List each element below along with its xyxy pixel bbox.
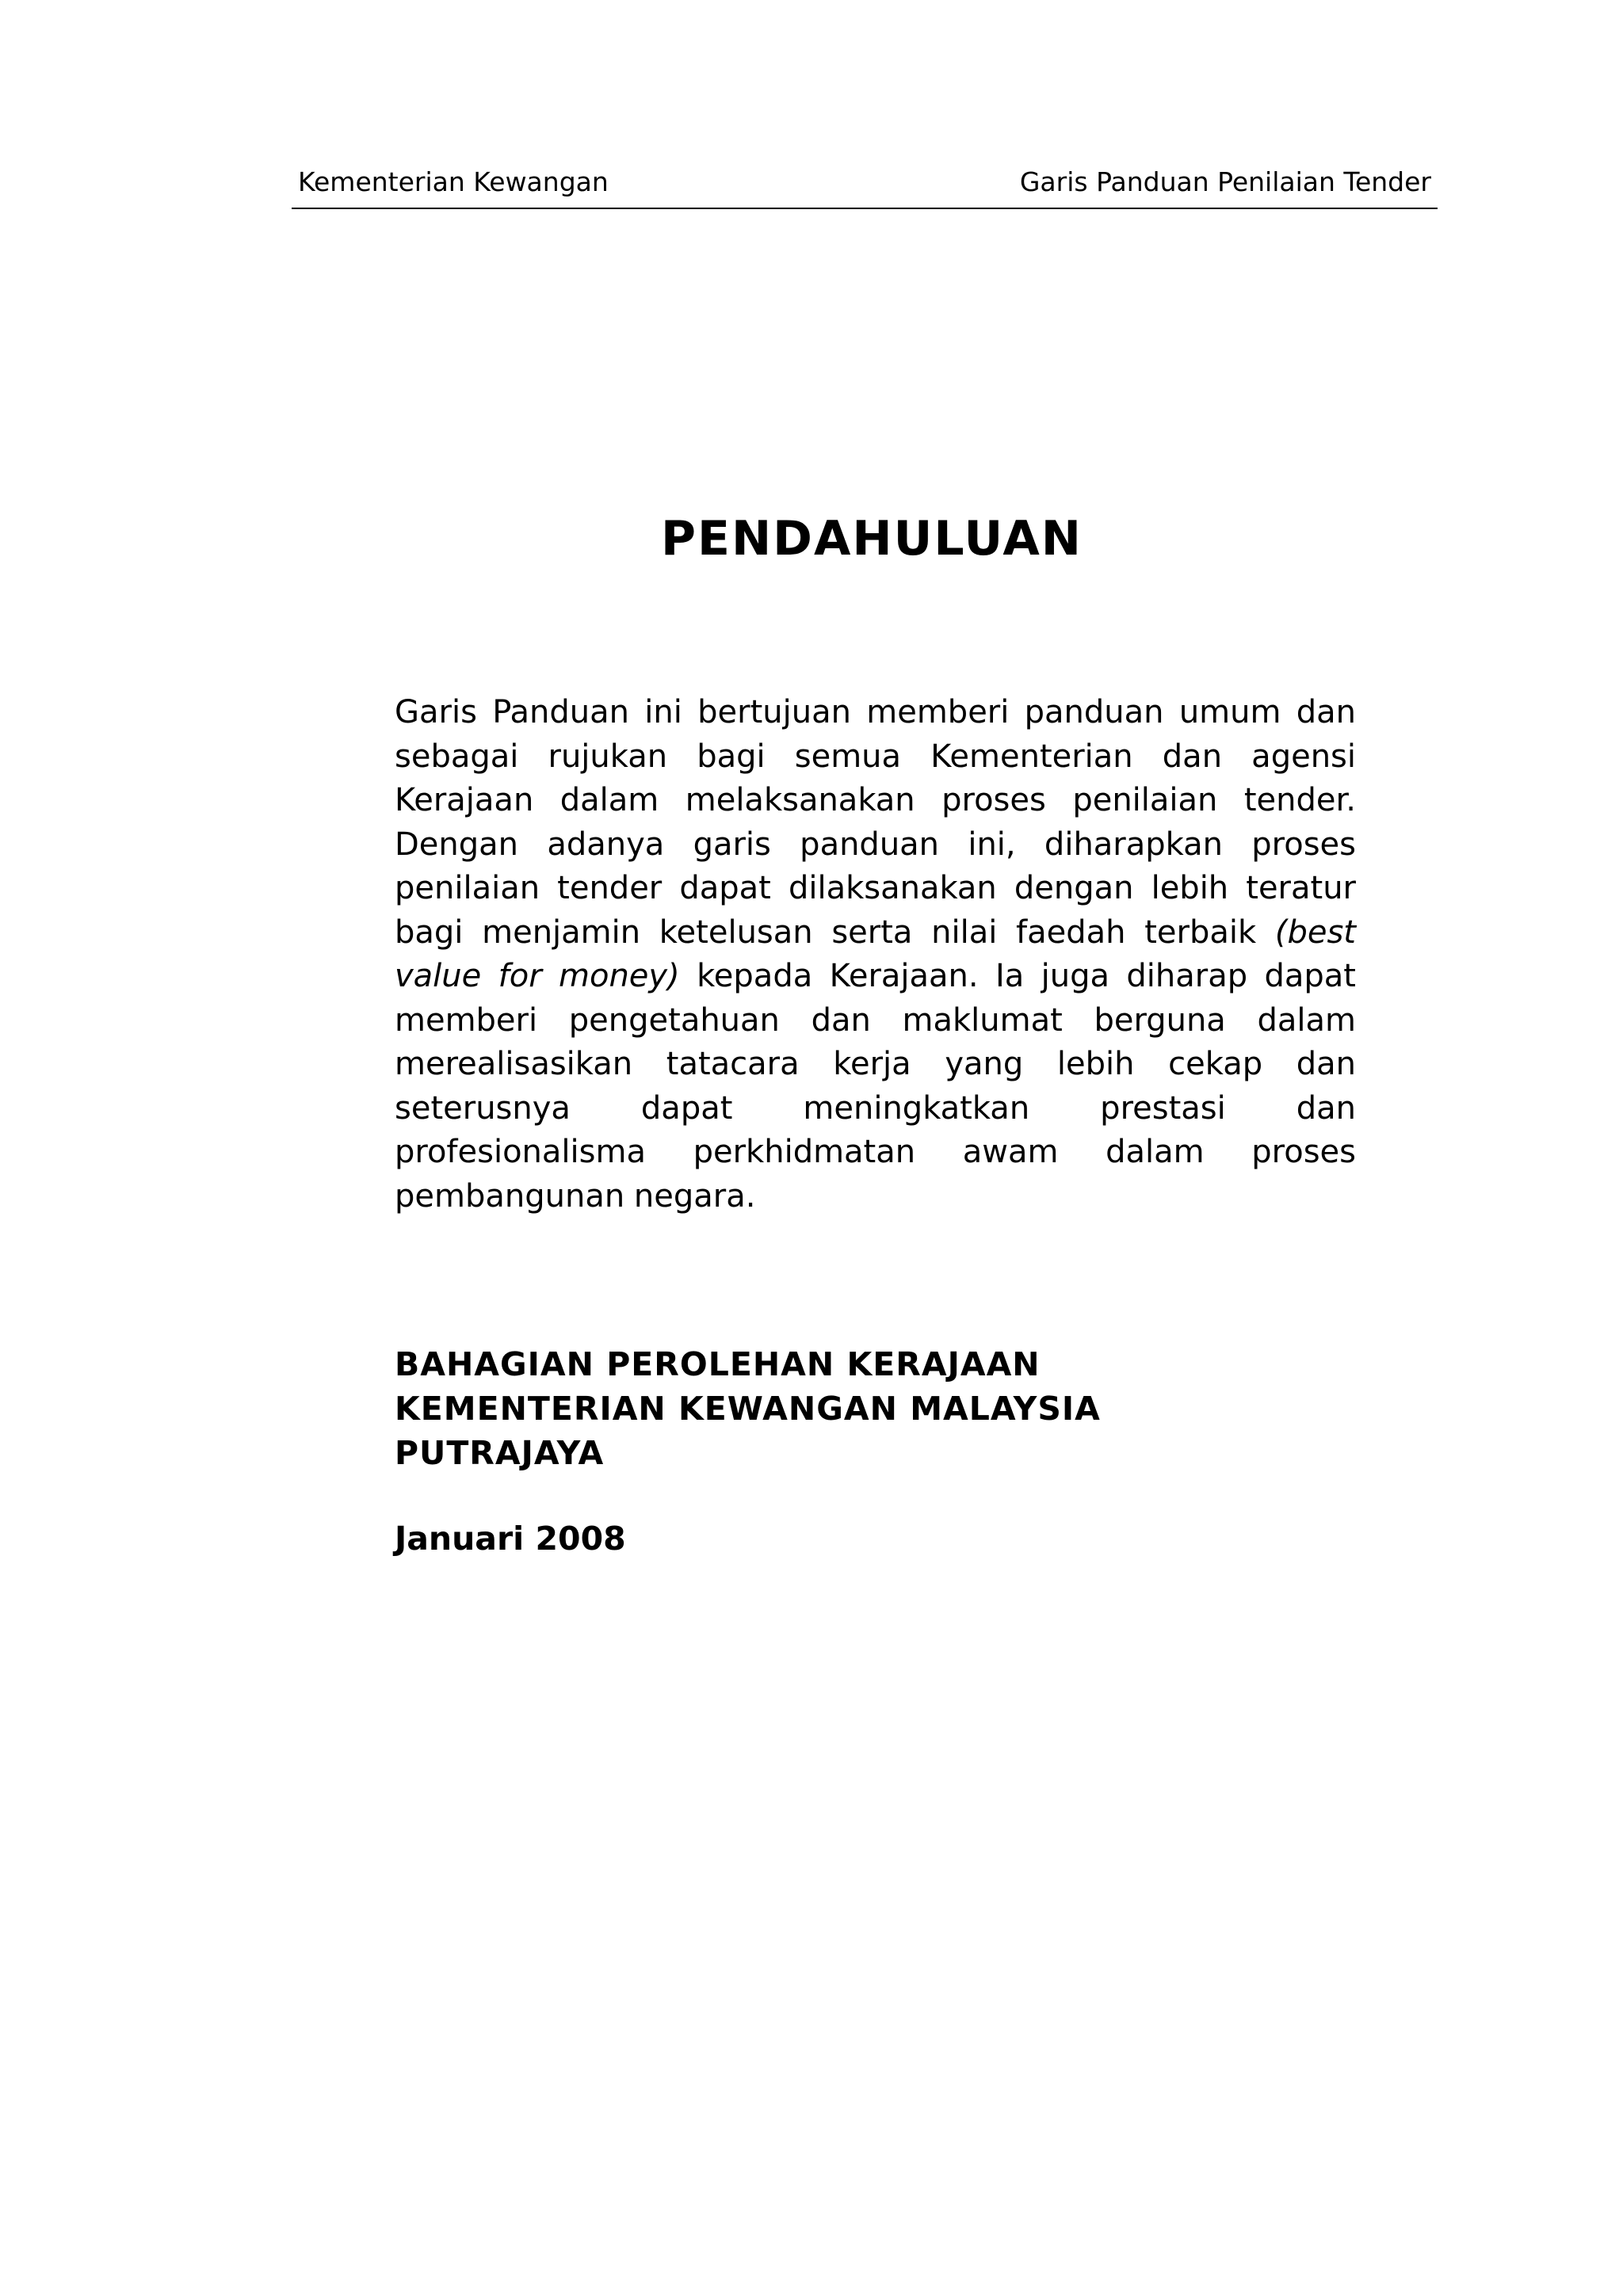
running-header [292, 165, 1438, 209]
header-ministry: Kementerian Kewangan [298, 166, 609, 197]
page-title: PENDAHULUAN [661, 511, 1083, 566]
intro-text-start: Garis Panduan ini bertujuan memberi panduan umum dan sebagai rujukan bagi semua Kementerian dan agensi Kerajaan dalam melaksanakan proses penilaian tender. Dengan adanya garis panduan ini, diharapkan proses penilaian tender dapat dilaksanakan dengan lebih teratur bagi menjamin ketelusan serta nilai faedah terbaik [395, 694, 1356, 951]
intro-italic-phrase: (best value for money) [395, 913, 1356, 994]
organization-ministry: KEMENTERIAN KEWANGAN MALAYSIA [395, 1390, 1101, 1428]
intro-text-end: kepada Kerajaan. Ia juga diharap dapat memberi pengetahuan dan maklumat berguna dalam merealisasikan tatacara kerja yang lebih cekap dan seterusnya dapat meningkatkan prestasi dan profesionalisma perkhidmatan awam dalam proses pembangunan negara. [395, 958, 1356, 1215]
organization-block [395, 1342, 1425, 1475]
publication-date: Januari 2008 [395, 1520, 626, 1558]
organization-division: BAHAGIAN PEROLEHAN KERAJAAN [395, 1345, 1041, 1383]
organization-location: PUTRAJAYA [395, 1434, 605, 1472]
intro-paragraph [395, 691, 1356, 1219]
header-document-title: Garis Panduan Penilaian Tender [1019, 166, 1431, 197]
